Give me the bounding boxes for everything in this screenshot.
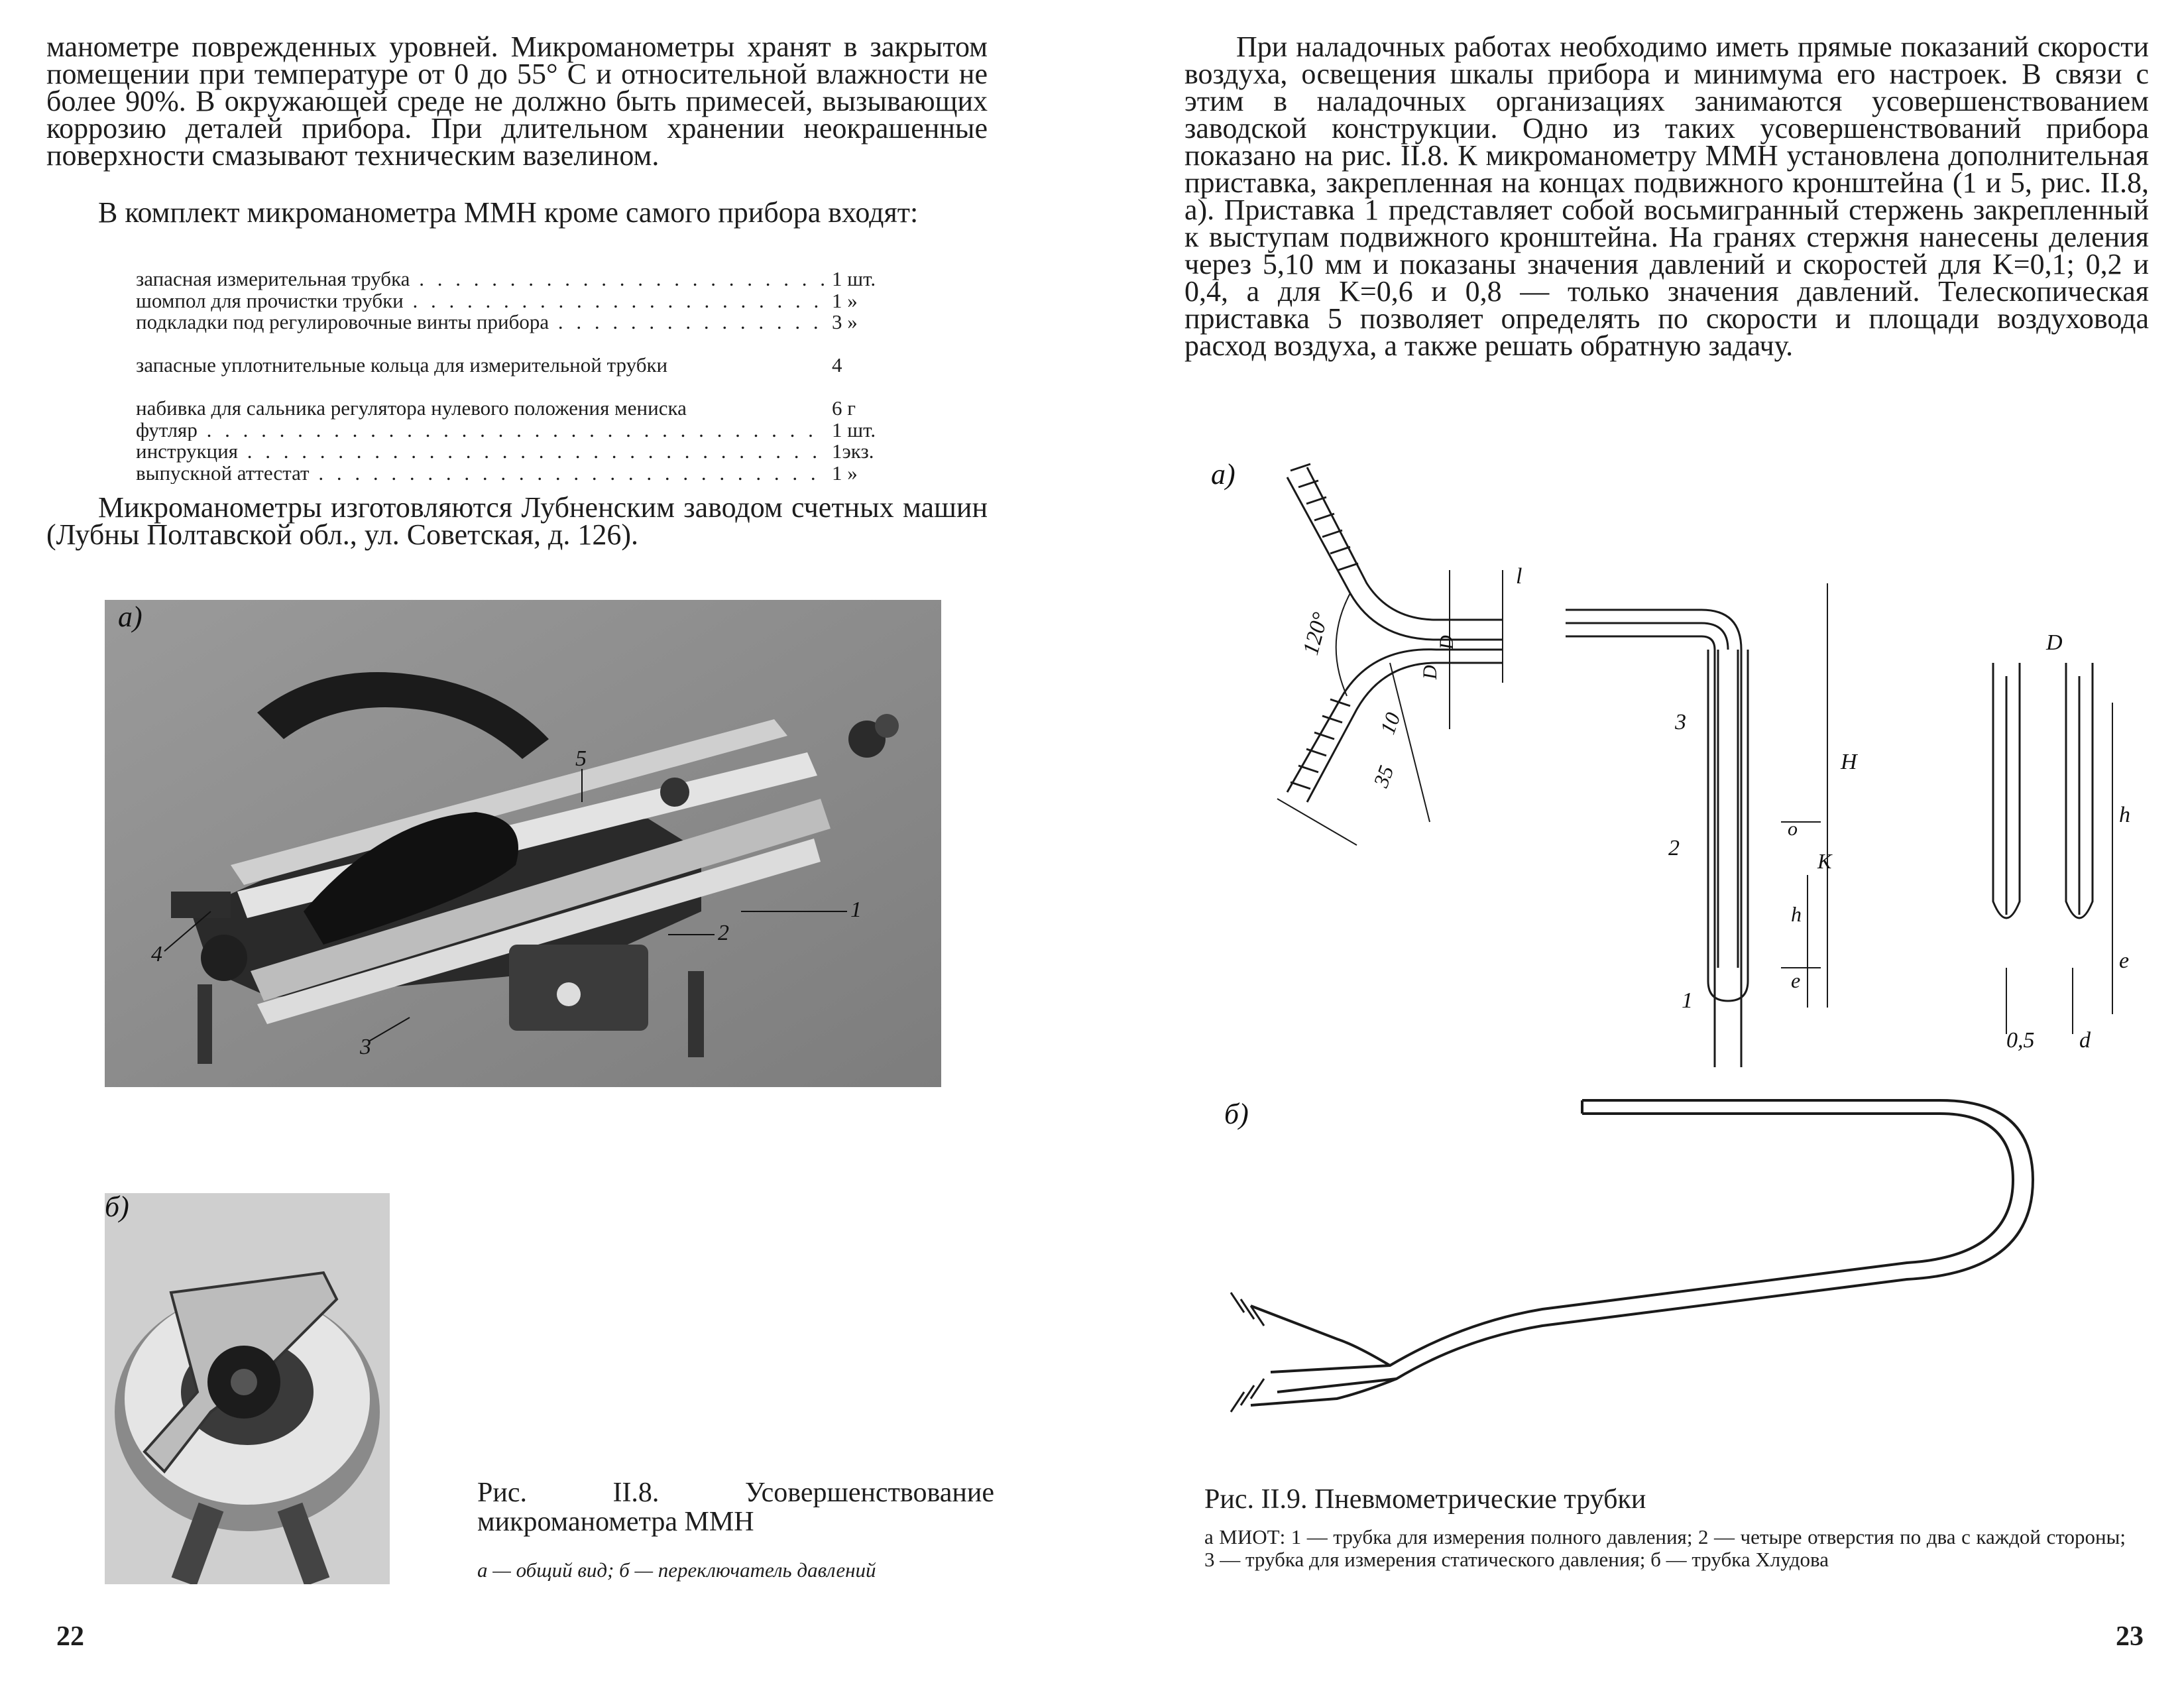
pressure-switch-illustration [105, 1193, 390, 1584]
dim-angle: 120° [1298, 610, 1334, 658]
kit-item: запасная измерительная трубка . . . 1 шт. [136, 268, 905, 290]
pressure-switch-photo [105, 1193, 390, 1584]
kit-item: выпускной аттестат . . . 1 » [136, 463, 905, 485]
dim-05: 0,5 [2006, 1028, 2035, 1053]
dim-l: l [1516, 564, 1523, 589]
dim-d-upper: D [1436, 635, 1458, 650]
fig-b-label-left: б) [105, 1190, 129, 1223]
dim-35: 35 [1368, 762, 1399, 791]
fig-ii8-caption-title: Рис. II.8. Усовершенствование микроманометра ММН [477, 1478, 994, 1537]
kit-item: подкладки под регулировочные винты прибора . . . 3 » [136, 312, 905, 333]
right-paragraph-1: При наладочных работах необходимо иметь прямые показаний скорости воздуха, освещения шкалы прибора и минимума его настроек. В связи с этим в наладочных организациях занимаются усовершенствованием заводской конструкции. Одно из таких усовершенствований прибора показано на рис. II.8. К микроманометру ММН установлена дополнительная приставка, закрепленная на концах подвижного кронштейна (1 и 5, рис. II.8, а). Приставка 1 представляет собой восьмигранный стержень закрепленный к выступам подвижного кронштейна. На гранях стержня нанесены деления через 5,10 мм и показаны значения давлений и скоростей для K=0,1; 0,2 и 0,4, а для K=0,6 и 0,8 — только значения давлений. Телескопическая приставка 5 позволяет определять по скорости и площади воздуховода расход воздуха, а также решать обратную задачу. [1184, 30, 2149, 362]
fig-ii9-caption-title: Рис. II.9. Пневмометрические трубки [1204, 1484, 1646, 1515]
right-page [1092, 0, 2184, 1683]
dim-h-right: h [2119, 803, 2130, 827]
fig-a-label-left: а) [118, 601, 143, 633]
kit-item: инструкция . . . 1экз. [136, 441, 905, 463]
fig-b-label-right: б) [1224, 1098, 1249, 1130]
fig-ii8-caption-body: а — общий вид; б — переключатель давлений [477, 1558, 876, 1582]
left-paragraph-1: манометре поврежденных уровней. Микроманометры хранят в закрытом помещении при температуре от 0 до 55° С и относительной влажности не более 90%. В окружающей среде не должно быть примесей, вызывающих коррозию деталей прибора. При длительном хранении неокрашенные поверхности смазывают техническим вазелином. [46, 30, 988, 172]
dim-h-left: h [1791, 902, 1802, 926]
part-label-3: 3 [1675, 710, 1686, 734]
left-paragraph-3: Микроманометры изготовляются Лубненским заводом счетных машин (Лубны Полтавской обл., ул. Советская, д. 126). [46, 491, 988, 551]
left-paragraph-2: В комплект микроманометра ММН кроме самого прибора входят: [98, 196, 919, 229]
callout-3: 3 [360, 1035, 371, 1059]
dim-10: 10 [1375, 709, 1405, 738]
fig-ii9-caption-body: а МИОТ: 1 — трубка для измерения полного давления; 2 — четыре отверстия по два с каждой стороны; 3 — трубка для измерения статического давления; б — трубка Хлудова [1204, 1525, 2126, 1571]
dim-k: K [1817, 849, 1832, 873]
kit-item: футляр . . . 1 шт. [136, 420, 905, 441]
dim-h-upper: H [1841, 750, 1857, 774]
callout-2: 2 [718, 921, 729, 945]
micromanometer-photo [105, 600, 941, 1087]
kit-item: шомпол для прочистки трубки . . . 1 » [136, 290, 905, 312]
kit-item: запасные уплотнительные кольца для измерительной трубки 4 [136, 353, 842, 377]
kit-item: набивка для сальника регулятора нулевого положения мениска 6 г [136, 396, 856, 420]
khludov-tube-drawing [1211, 1087, 2139, 1419]
dim-d-small: d [2079, 1028, 2091, 1053]
dim-o: o [1788, 818, 1798, 840]
callout-1: 1 [850, 898, 862, 922]
page-number-left: 22 [56, 1621, 84, 1652]
callout-5: 5 [575, 746, 587, 771]
pitot-tube-drawing [1251, 451, 2152, 1067]
dim-d-right: D [2046, 630, 2063, 655]
fig-a-label-right: а) [1211, 458, 1236, 491]
dim-e-left: e [1791, 968, 1801, 992]
dim-d-lower: D [1419, 665, 1441, 679]
micromanometer-illustration [105, 600, 941, 1087]
part-label-2: 2 [1668, 836, 1680, 860]
part-label-1: 1 [1682, 988, 1693, 1013]
callout-4: 4 [151, 942, 162, 966]
page-number-right: 23 [2116, 1621, 2144, 1652]
dim-e-right: e [2119, 949, 2130, 973]
kit-list [136, 268, 905, 484]
